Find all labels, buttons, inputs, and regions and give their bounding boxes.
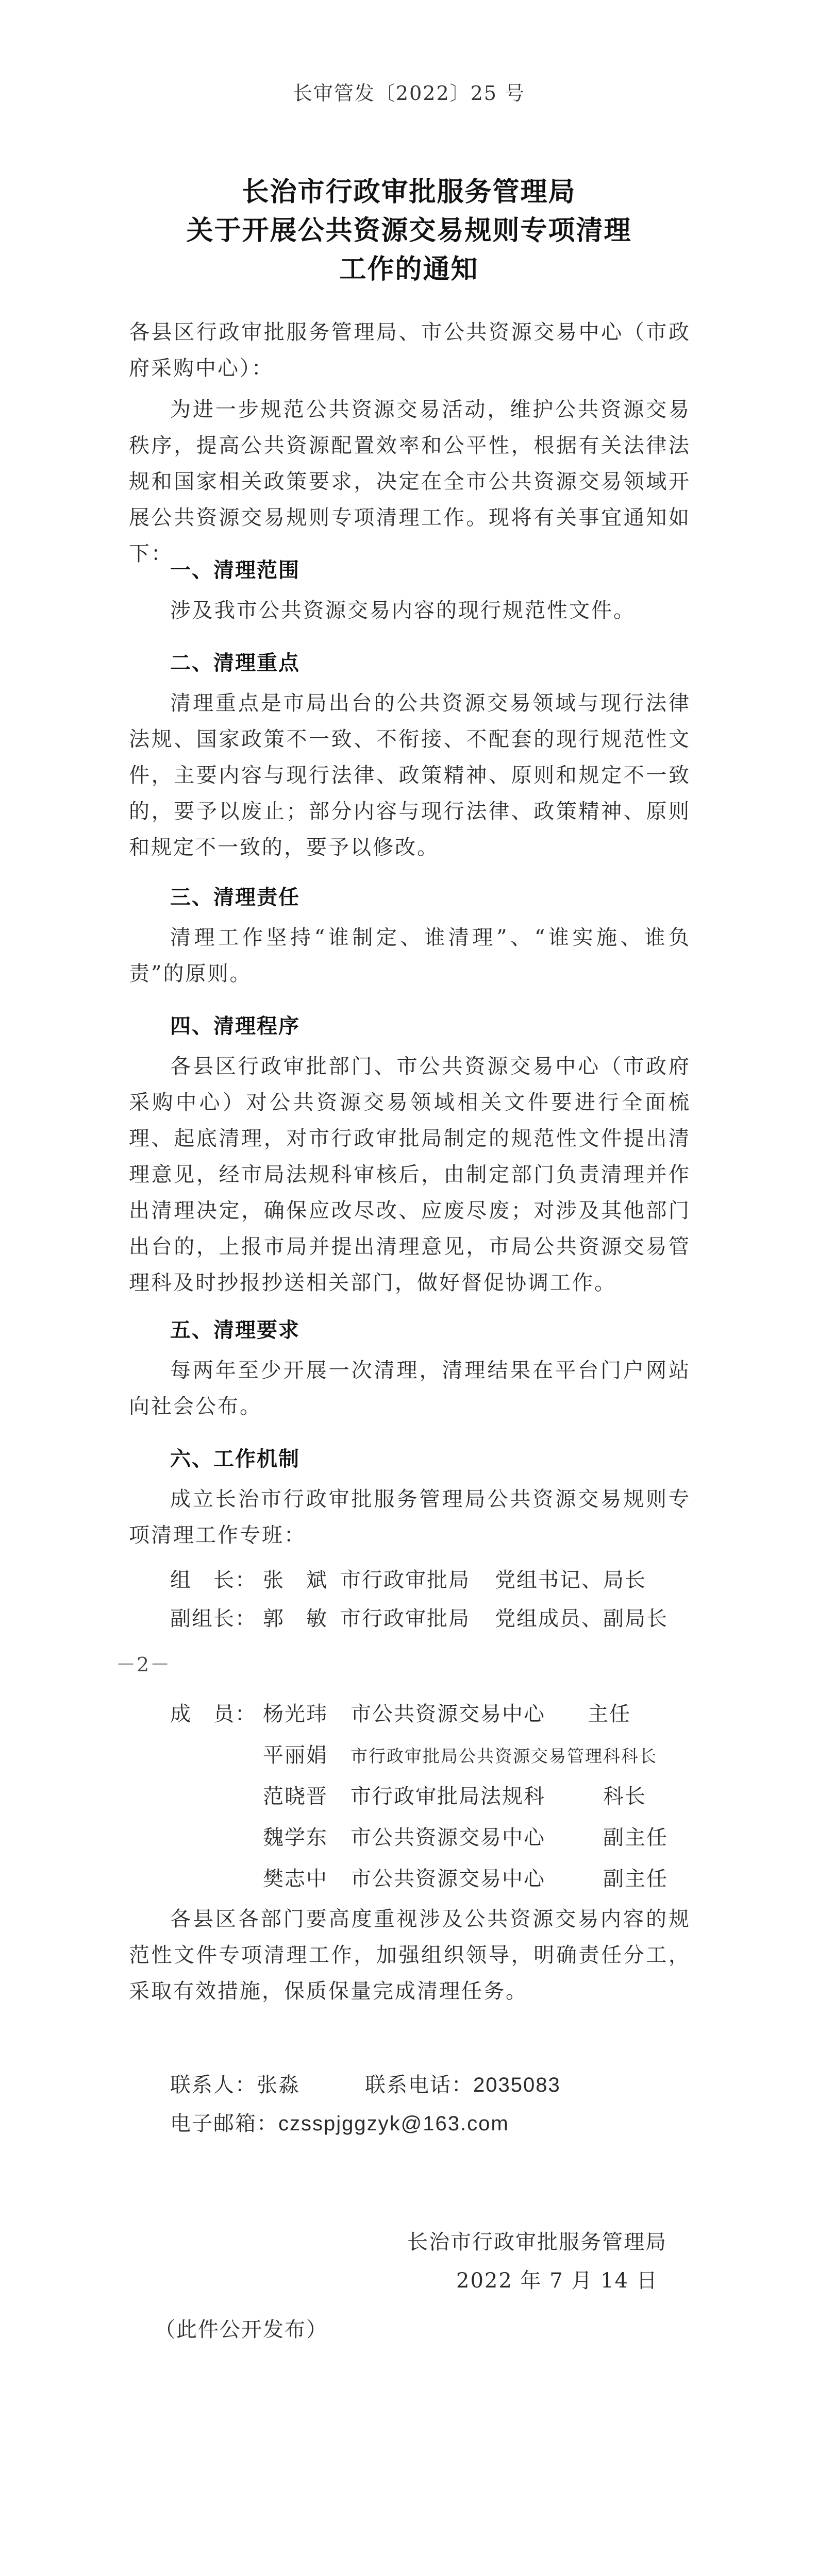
members-role: 成 员： [170, 1702, 257, 1726]
deputy-leader-row [170, 1602, 668, 1632]
leader-name: 张 斌 [263, 1568, 328, 1592]
section-4-body: 各县区行政审批部门、市公共资源交易中心（市政府采购中心）对公共资源交易领域相关文件要进行全面梳理、起底清理，对市行政审批局制定的规范性文件提出清理意见，经市局法规科审核后，由制定部门负责清理并作出清理决定，确保应改尽改、应废尽废；对涉及其他部门出台的，上报市局并提出清理意见，市局公共资源交易管理科及时抄报抄送相关部门，做好督促协调工作。 [129, 1055, 691, 1295]
intro-paragraph: 为进一步规范公共资源交易活动，维护公共资源交易秩序，提高公共资源配置效率和公平性，根据有关法律法规和国家相关政策要求，决定在全市公共资源交易领域开展公共资源交易规则专项清理工作。现将有关事宜通知如下： [129, 398, 691, 566]
deputy-org: 市行政审批局 [340, 1607, 470, 1631]
team-leader-row [170, 1564, 646, 1593]
member-org: 市公共资源交易中心 [350, 1867, 545, 1891]
leader-role: 组 长： [170, 1568, 257, 1592]
page-number-2: －2－ [116, 1653, 171, 1676]
member-row [170, 1739, 657, 1768]
contact-email: czsspjggzyk@163.com [278, 2112, 509, 2135]
section-1-heading: 一、清理范围 [170, 558, 300, 582]
deputy-name: 郭 敏 [263, 1607, 328, 1631]
section-5-body: 每两年至少开展一次清理，清理结果在平台门户网站向社会公布。 [129, 1359, 691, 1418]
member-row [170, 1862, 668, 1892]
title-line-2: 关于开展公共资源交易规则专项清理 [186, 215, 632, 246]
section-6-body: 成立长治市行政审批服务管理局公共资源交易规则专项清理工作专班： [129, 1487, 691, 1547]
member-row [170, 1821, 668, 1851]
member-name: 杨光玮 [263, 1702, 328, 1726]
member-name: 平丽娟 [263, 1743, 328, 1767]
deputy-role: 副组长： [170, 1607, 257, 1631]
signature-org: 长治市行政审批服务管理局 [407, 2230, 667, 2254]
contact-phone: 2035083 [473, 2074, 561, 2096]
contact-person: 张淼 [257, 2073, 300, 2097]
member-row [170, 1698, 631, 1727]
leader-title: 党组书记、局长 [495, 1568, 646, 1592]
member-org: 市行政审批局法规科 [350, 1785, 545, 1808]
contact-person-label: 联系人： [170, 2073, 257, 2097]
section-3-body: 清理工作坚持“谁制定、谁清理”、“谁实施、谁负责”的原则。 [129, 926, 691, 986]
member-name: 樊志中 [263, 1867, 328, 1891]
contact-phone-label: 联系电话： [365, 2073, 473, 2097]
member-title: 科长 [603, 1785, 646, 1808]
section-4-heading: 四、清理程序 [170, 1014, 300, 1038]
contact-line [170, 2069, 561, 2098]
section-2-heading: 二、清理重点 [170, 651, 300, 675]
member-title: 副主任 [603, 1826, 668, 1850]
recipient: 各县区行政审批服务管理局、市公共资源交易中心（市政府采购中心）： [129, 320, 691, 380]
title-line-1: 长治市行政审批服务管理局 [242, 176, 576, 208]
deputy-title: 党组成员、副局长 [495, 1607, 668, 1631]
title-line-3: 工作的通知 [339, 253, 479, 285]
member-row [170, 1780, 646, 1809]
publish-note: （此件公开发布） [155, 2318, 328, 2342]
email-line [170, 2107, 509, 2137]
section-3-heading: 三、清理责任 [170, 886, 300, 909]
leader-org: 市行政审批局 [340, 1568, 470, 1592]
section-2-body: 清理重点是市局出台的公共资源交易领域与现行法律法规、国家政策不一致、不衔接、不配套的现行规范性文件，主要内容与现行法律、政策精神、原则和规定不一致的，要予以废止；部分内容与现行法律、政策精神、原则和规定不一致的，要予以修改。 [129, 691, 691, 859]
member-title: 副主任 [603, 1867, 668, 1891]
section-5-heading: 五、清理要求 [170, 1318, 300, 1342]
section-6-heading: 六、工作机制 [170, 1447, 300, 1471]
document-number: 长审管发〔2022〕25 号 [292, 82, 526, 105]
section-1-body: 涉及我市公共资源交易内容的现行规范性文件。 [170, 599, 636, 622]
member-org: 市公共资源交易中心 [350, 1826, 545, 1850]
member-org: 市行政审批局公共资源交易管理科科长 [350, 1746, 657, 1766]
contact-email-label: 电子邮箱： [170, 2112, 278, 2136]
signature-date: 2022 年 7 月 14 日 [456, 2269, 658, 2293]
closing-paragraph: 各县区各部门要高度重视涉及公共资源交易内容的规范性文件专项清理工作，加强组织领导，明确责任分工，采取有效措施，保质保量完成清理任务。 [129, 1907, 691, 2003]
member-org: 市公共资源交易中心 [350, 1702, 545, 1726]
member-title: 主任 [588, 1702, 631, 1726]
member-name: 魏学东 [263, 1826, 328, 1850]
member-name: 范晓晋 [263, 1785, 328, 1808]
